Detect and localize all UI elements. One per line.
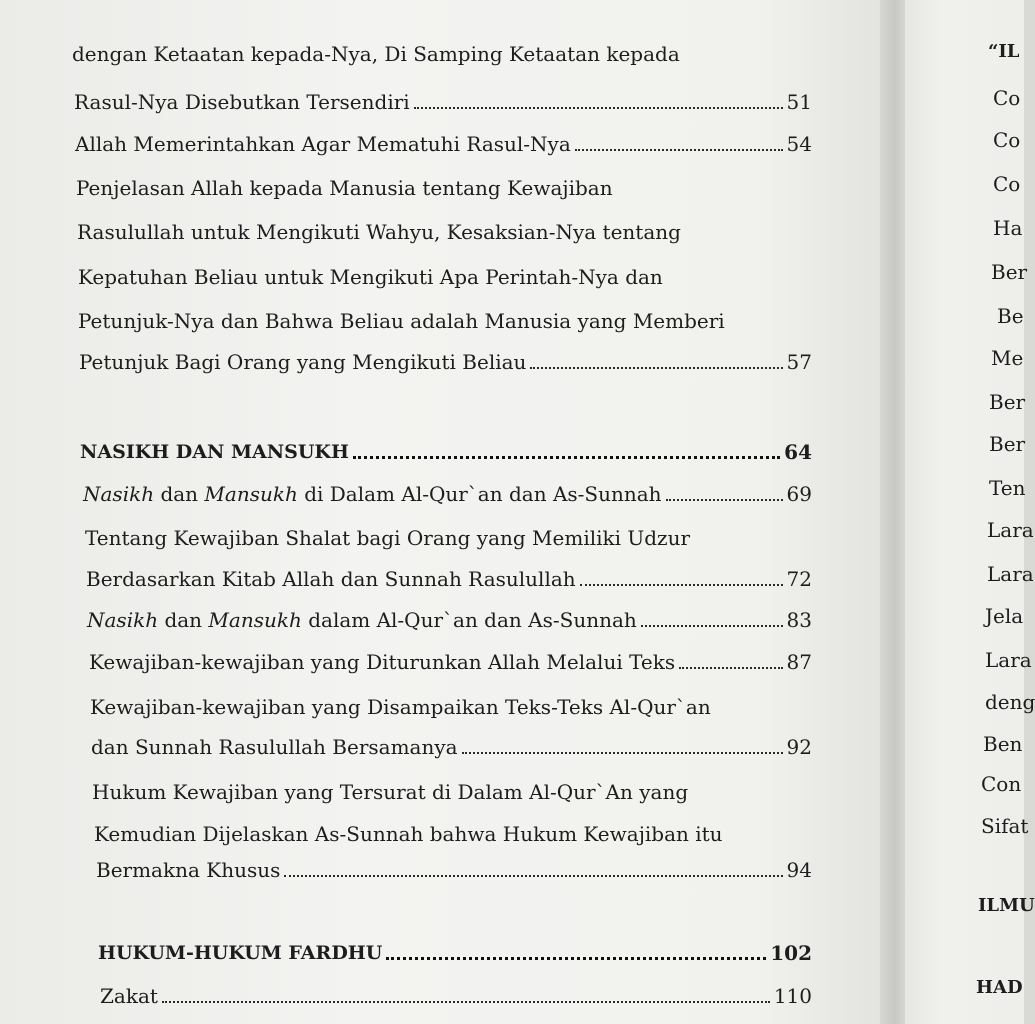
toc-entry-title: Kewajiban-kewajiban yang Diturunkan Allah Melalui Teks xyxy=(89,650,676,674)
toc-entry xyxy=(83,482,812,506)
toc-page-number: 57 xyxy=(786,350,812,374)
leader-dots xyxy=(462,752,783,754)
italic-term: Mansukh xyxy=(204,482,298,506)
italic-term: Mansukh xyxy=(208,608,302,632)
right-page-line: Ha xyxy=(993,216,1023,240)
toc-entry-title: Rasul-Nya Disebutkan Tersendiri xyxy=(74,90,410,114)
leader-dots xyxy=(414,107,783,109)
toc-line: Kepatuhan Beliau untuk Mengikuti Apa Perintah-Nya dan xyxy=(78,265,663,289)
toc-entry xyxy=(74,90,812,114)
text-fragment: dan xyxy=(154,482,205,506)
toc-entry-title xyxy=(87,608,637,632)
leader-dots xyxy=(386,957,766,960)
toc-line: dengan Ketaatan kepada-Nya, Di Samping Ketaatan kepada xyxy=(72,42,680,66)
toc-page-number: 92 xyxy=(786,735,812,759)
right-page-line: Lara xyxy=(985,648,1032,672)
right-page-line: Ben xyxy=(983,732,1023,756)
italic-term: Nasikh xyxy=(83,482,155,506)
toc-line: Petunjuk-Nya dan Bahwa Beliau adalah Manusia yang Memberi xyxy=(78,309,725,333)
right-page-line: HAD xyxy=(976,977,1023,998)
toc-entry-title: Zakat xyxy=(100,984,158,1008)
section-page-number: 64 xyxy=(784,440,812,464)
right-page-line: Me xyxy=(991,346,1024,370)
leader-dots xyxy=(284,875,782,877)
toc-page-number: 54 xyxy=(786,132,812,156)
toc-entry xyxy=(87,608,812,632)
toc-entry xyxy=(96,858,812,882)
text-fragment: dan xyxy=(158,608,209,632)
right-page-line: ILMU xyxy=(978,895,1035,916)
toc-line: Penjelasan Allah kepada Manusia tentang Kewajiban xyxy=(76,176,613,200)
toc-entry xyxy=(89,650,812,674)
section-page-number: 102 xyxy=(770,941,812,965)
right-page-line: Lara xyxy=(987,562,1034,586)
leader-dots xyxy=(575,149,783,151)
toc-line: Kemudian Dijelaskan As-Sunnah bahwa Hukum Kewajiban itu xyxy=(94,822,723,846)
right-page-line: deng xyxy=(985,690,1035,714)
toc-page-number: 51 xyxy=(786,90,812,114)
text-fragment: dalam Al-Qur`an dan As-Sunnah xyxy=(301,608,637,632)
toc-page-number: 72 xyxy=(786,567,812,591)
toc-entry xyxy=(100,984,812,1008)
toc-entry-title: Bermakna Khusus xyxy=(96,858,281,882)
toc-page-number: 83 xyxy=(786,608,812,632)
leader-dots xyxy=(162,1001,770,1003)
toc-page-number: 69 xyxy=(786,482,812,506)
toc-page-number: 110 xyxy=(773,984,812,1008)
section-title: HUKUM-HUKUM FARDHU xyxy=(98,942,383,964)
toc-line: Tentang Kewajiban Shalat bagi Orang yang Memiliki Udzur xyxy=(85,526,691,550)
toc-entry-title xyxy=(83,482,662,506)
toc-entry-title: Berdasarkan Kitab Allah dan Sunnah Rasulullah xyxy=(86,567,576,591)
right-page-line: Jela xyxy=(985,604,1024,628)
toc-entry-title: Allah Memerintahkan Agar Mematuhi Rasul-Nya xyxy=(75,132,571,156)
right-page-line: Ber xyxy=(991,260,1028,284)
right-page-line: Con xyxy=(981,772,1022,796)
leader-dots xyxy=(679,667,782,669)
toc-line: Kewajiban-kewajiban yang Disampaikan Teks-Teks Al-Qur`an xyxy=(90,695,711,719)
leader-dots xyxy=(641,625,783,627)
text-fragment: di Dalam Al-Qur`an dan As-Sunnah xyxy=(297,482,662,506)
section-title: NASIKH DAN MANSUKH xyxy=(80,441,349,463)
right-page-line: Ber xyxy=(989,390,1026,414)
right-page-line: “IL xyxy=(988,41,1020,62)
leader-dots xyxy=(353,456,780,459)
right-page-line: Lara xyxy=(987,518,1034,542)
toc-entry xyxy=(91,735,812,759)
toc-entry xyxy=(75,132,812,156)
leader-dots xyxy=(580,584,783,586)
toc-entry-title: dan Sunnah Rasulullah Bersamanya xyxy=(91,735,458,759)
right-page-line: Co xyxy=(993,86,1021,110)
right-page-line: Co xyxy=(993,128,1021,152)
toc-line: Rasulullah untuk Mengikuti Wahyu, Kesaksian-Nya tentang xyxy=(77,220,681,244)
right-page-line: Ber xyxy=(989,432,1026,456)
toc-page-number: 94 xyxy=(786,858,812,882)
toc-entry xyxy=(79,350,812,374)
right-page-line: Co xyxy=(993,172,1021,196)
leader-dots xyxy=(530,367,782,369)
right-page xyxy=(905,0,1024,1024)
toc-entry-title: Petunjuk Bagi Orang yang Mengikuti Beliau xyxy=(79,350,527,374)
leader-dots xyxy=(666,499,783,501)
right-page-line: Ten xyxy=(989,476,1026,500)
section-heading xyxy=(80,440,812,464)
toc-page-number: 87 xyxy=(786,650,812,674)
toc-entry xyxy=(86,567,812,591)
toc-line: Hukum Kewajiban yang Tersurat di Dalam Al-Qur`An yang xyxy=(92,780,689,804)
right-page-line: Be xyxy=(997,304,1024,328)
right-page-line: Sifat xyxy=(981,814,1029,838)
italic-term: Nasikh xyxy=(87,608,159,632)
section-heading xyxy=(98,941,812,965)
